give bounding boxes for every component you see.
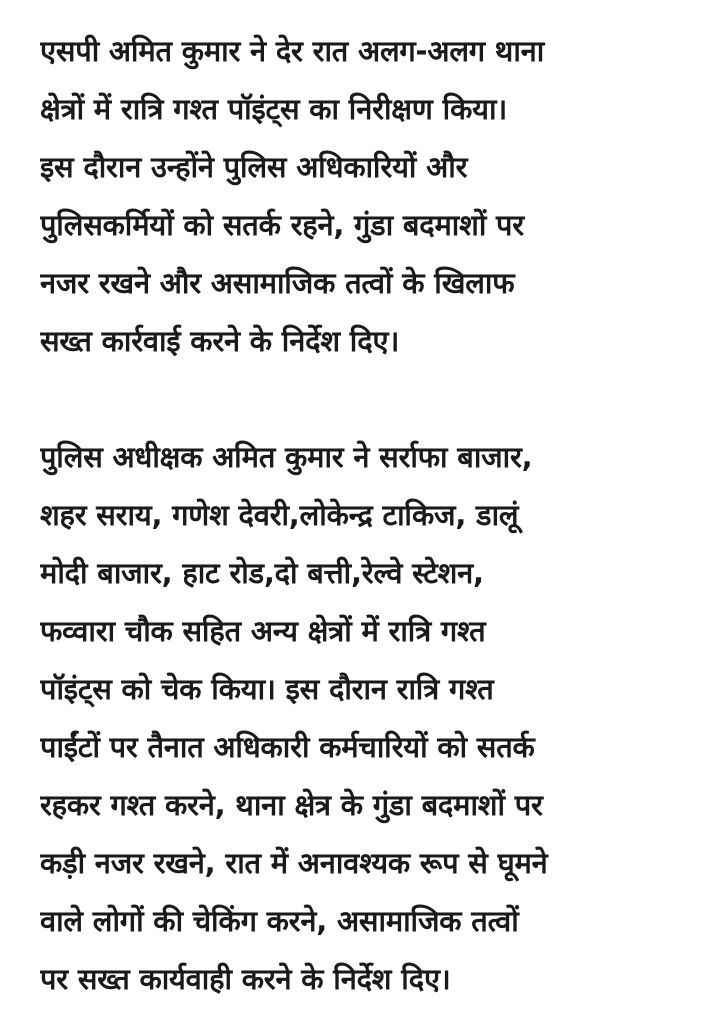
text-line: एसपी अमित कुमार ने देर रात अलग-अलग थाना [40, 34, 545, 68]
paragraph-2 [40, 428, 690, 1008]
text-line: क्षेत्रों में रात्रि गश्त पॉइंट्स का निरीक्षण किया। [40, 92, 508, 126]
text-line: कड़ी नजर रखने, रात में अनावश्यक रूप से घूमने [40, 846, 548, 880]
text-line: रहकर गश्त करने, थाना क्षेत्र के गुंडा बदमाशों पर [40, 788, 543, 822]
text-line: इस दौरान उन्होंने पुलिस अधिकारियों और [40, 150, 468, 184]
text-line: फव्वारा चौक सहित अन्य क्षेत्रों में रात्रि गश्त [40, 614, 486, 648]
text-line: पर सख्त कार्यवाही करने के निर्देश दिए। [40, 962, 451, 996]
text-line: मोदी बाजार, हाट रोड,दो बत्ती,रेल्वे स्टेशन, [40, 556, 484, 590]
text-line: पुलिसकर्मियों को सतर्क रहने, गुंडा बदमाशों पर [40, 208, 524, 242]
text-line: वाले लोगों की चेकिंग करने, असामाजिक तत्वों [40, 904, 519, 938]
paragraph-spacer [40, 370, 690, 428]
text-line: पॉइंट्स को चेक किया। इस दौरान रात्रि गश्त [40, 672, 494, 706]
text-line: शहर सराय, गणेश देवरी,लोकेन्द्र टाकिज, डालूं [40, 498, 519, 532]
text-line: सख्त कार्रवाई करने के निर्देश दिए। [40, 324, 400, 358]
paragraph-1 [40, 22, 690, 370]
text-line: पाईंटों पर तैनात अधिकारी कर्मचारियों को सतर्क [40, 730, 535, 764]
text-line: पुलिस अधीक्षक अमित कुमार ने सर्राफा बाजार, [40, 440, 533, 474]
text-line: नजर रखने और असामाजिक तत्वों के खिलाफ [40, 266, 515, 300]
